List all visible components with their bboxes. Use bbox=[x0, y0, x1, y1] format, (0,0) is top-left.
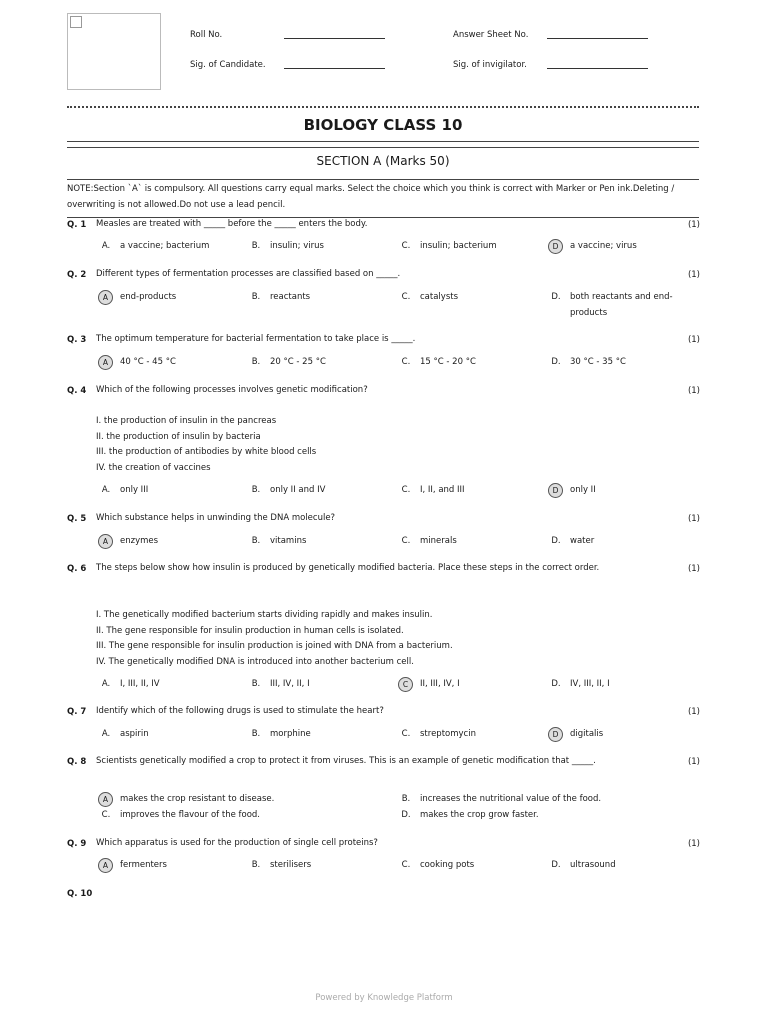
option-c[interactable]: C. cooking pots bbox=[401, 860, 475, 870]
option-b[interactable]: B. sterilisers bbox=[251, 860, 312, 870]
statement: III. the production of antibodies by white blood cells bbox=[96, 447, 317, 457]
option-c[interactable]: C. streptomycin bbox=[401, 729, 476, 739]
option-b[interactable]: B. III, IV, II, I bbox=[251, 679, 310, 689]
question-marks: (1) bbox=[687, 270, 700, 280]
selected-answer-circle: D bbox=[548, 239, 563, 254]
answer-sheet-label: Answer Sheet No. bbox=[453, 30, 529, 40]
section-heading: SECTION A (Marks 50) bbox=[316, 154, 450, 168]
sig-candidate-label: Sig. of Candidate. bbox=[190, 60, 266, 70]
question-number: Q. 2 bbox=[67, 270, 87, 280]
statement-list bbox=[96, 608, 453, 670]
question-marks: (1) bbox=[687, 757, 700, 767]
selected-answer-circle: D bbox=[548, 483, 563, 498]
option-d-selected[interactable]: D a vaccine; virus bbox=[546, 239, 637, 256]
option-a[interactable]: A. I, III, II, IV bbox=[101, 679, 160, 689]
question-text: Which substance helps in unwinding the DNA molecule? bbox=[96, 513, 336, 523]
question-marks: (1) bbox=[687, 707, 700, 717]
broken-image-icon bbox=[70, 16, 82, 28]
question-number: Q. 6 bbox=[67, 564, 87, 574]
selected-answer-circle: A bbox=[98, 792, 113, 807]
logo-image bbox=[67, 13, 161, 90]
question-text: Different types of fermentation processes are classified based on _____. bbox=[96, 269, 401, 279]
option-c[interactable]: C. insulin; bacterium bbox=[401, 241, 497, 251]
option-c-selected[interactable]: C II, III, IV, I bbox=[396, 677, 460, 694]
option-d[interactable]: D. 30 °C - 35 °C bbox=[551, 357, 626, 367]
question-marks: (1) bbox=[687, 839, 700, 849]
selected-answer-circle: A bbox=[98, 858, 113, 873]
option-a[interactable]: A. a vaccine; bacterium bbox=[101, 241, 210, 251]
question-number: Q. 1 bbox=[67, 220, 87, 230]
option-d-selected[interactable]: D digitalis bbox=[546, 727, 603, 744]
statement: III. The gene responsible for insulin production is joined with DNA from a bacterium. bbox=[96, 641, 453, 651]
question-text: Measles are treated with _____ before the _____ enters the body. bbox=[96, 219, 368, 229]
question-text: Which apparatus is used for the production of single cell proteins? bbox=[96, 838, 378, 848]
option-a[interactable]: A. aspirin bbox=[101, 729, 149, 739]
option-c[interactable]: C. improves the flavour of the food. bbox=[101, 810, 261, 820]
option-d[interactable]: D. IV, III, II, I bbox=[551, 679, 610, 689]
sig-invigilator-line bbox=[547, 68, 648, 69]
question-marks: (1) bbox=[687, 564, 700, 574]
selected-answer-circle: A bbox=[98, 290, 113, 305]
option-b[interactable]: B. vitamins bbox=[251, 536, 307, 546]
question-marks: (1) bbox=[687, 335, 700, 345]
page-title: BIOLOGY CLASS 10 bbox=[303, 116, 463, 134]
roll-no-label: Roll No. bbox=[190, 30, 223, 40]
question-number: Q. 10 bbox=[67, 889, 93, 899]
option-d[interactable]: D. ultrasound bbox=[551, 860, 616, 870]
title-rule-1 bbox=[67, 141, 699, 142]
roll-no-line bbox=[284, 38, 385, 39]
question-marks: (1) bbox=[687, 514, 700, 524]
question-number: Q. 3 bbox=[67, 335, 87, 345]
option-b[interactable]: B. reactants bbox=[251, 292, 311, 302]
question-number: Q. 5 bbox=[67, 514, 87, 524]
question-text: Identify which of the following drugs is used to stimulate the heart? bbox=[96, 706, 384, 716]
question-text: Scientists genetically modified a crop to protect it from viruses. This is an example of genetic modification that _____. bbox=[96, 756, 596, 766]
option-a-selected[interactable]: A fermenters bbox=[96, 858, 167, 875]
option-a-selected[interactable]: A 40 °C - 45 °C bbox=[96, 355, 176, 372]
dotted-divider bbox=[67, 106, 699, 108]
question-text: The steps below show how insulin is produced by genetically modified bacteria. Place these steps in the correct order. bbox=[96, 563, 600, 573]
option-d-selected[interactable]: D only II bbox=[546, 483, 596, 500]
statement: II. the production of insulin by bacteria bbox=[96, 431, 261, 442]
option-a-selected[interactable]: A makes the crop resistant to disease. bbox=[96, 792, 274, 809]
option-a-selected[interactable]: A end-products bbox=[96, 290, 176, 307]
option-c[interactable]: C. I, II, and III bbox=[401, 485, 465, 495]
option-b[interactable]: B. morphine bbox=[251, 729, 311, 739]
option-a[interactable]: A. only III bbox=[101, 485, 149, 495]
option-d[interactable]: D. water bbox=[551, 536, 595, 546]
footer-text: Powered by Knowledge Platform bbox=[315, 993, 453, 1003]
statement: I. the production of insulin in the pancreas bbox=[96, 416, 277, 426]
instructions-note: NOTE:Section `A` is compulsory. All questions carry equal marks. Select the choice which you think is correct with Marker or Pen ink.Deleting / overwriting is not allowed.Do not use a lead pencil. bbox=[67, 184, 675, 210]
statement: II. The gene responsible for insulin production in human cells is isolated. bbox=[96, 625, 404, 636]
question-text: The optimum temperature for bacterial fermentation to take place is _____. bbox=[96, 334, 416, 344]
section-rule bbox=[67, 179, 699, 180]
option-a-selected[interactable]: A enzymes bbox=[96, 534, 158, 551]
option-c[interactable]: C. catalysts bbox=[401, 292, 459, 302]
option-c[interactable]: C. minerals bbox=[401, 536, 457, 546]
option-c[interactable]: C. 15 °C - 20 °C bbox=[401, 357, 476, 367]
option-d[interactable]: D. both reactants and end-products bbox=[551, 292, 673, 318]
statement-list bbox=[96, 414, 316, 476]
sig-candidate-line bbox=[284, 68, 385, 69]
question-number: Q. 4 bbox=[67, 386, 87, 396]
question-marks: (1) bbox=[687, 386, 700, 396]
option-b[interactable]: B. only II and IV bbox=[251, 485, 326, 495]
selected-answer-circle: C bbox=[398, 677, 413, 692]
statement: I. The genetically modified bacterium starts dividing rapidly and makes insulin. bbox=[96, 610, 433, 620]
answer-sheet-line bbox=[547, 38, 648, 39]
option-b[interactable]: B. increases the nutritional value of the food. bbox=[401, 794, 602, 804]
selected-answer-circle: D bbox=[548, 727, 563, 742]
question-number: Q. 8 bbox=[67, 757, 87, 767]
option-b[interactable]: B. 20 °C - 25 °C bbox=[251, 357, 326, 367]
statement: IV. The genetically modified DNA is introduced into another bacterium cell. bbox=[96, 656, 414, 667]
question-number: Q. 7 bbox=[67, 707, 87, 717]
statement: IV. the creation of vaccines bbox=[96, 462, 211, 473]
question-text: Which of the following processes involves genetic modification? bbox=[96, 385, 368, 395]
sig-invigilator-label: Sig. of invigilator. bbox=[453, 60, 527, 70]
question-number: Q. 9 bbox=[67, 839, 87, 849]
selected-answer-circle: A bbox=[98, 534, 113, 549]
question-marks: (1) bbox=[687, 220, 700, 230]
title-rule-2 bbox=[67, 147, 699, 148]
option-d[interactable]: D. makes the crop grow faster. bbox=[401, 810, 539, 820]
selected-answer-circle: A bbox=[98, 355, 113, 370]
option-b[interactable]: B. insulin; virus bbox=[251, 241, 324, 251]
